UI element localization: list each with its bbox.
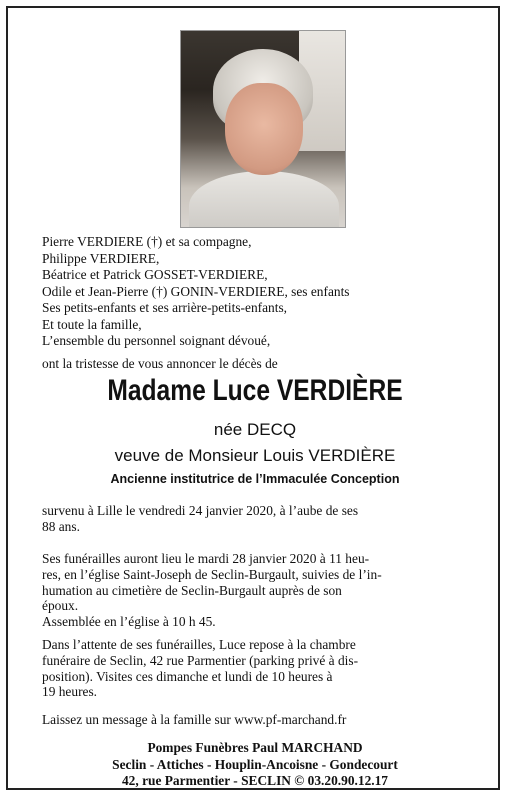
announcement-line: ont la tristesse de vous annoncer le décès de [42, 356, 278, 371]
funeral-home-line: Seclin - Attiches - Houplin-Ancoisne - Gondecourt [112, 756, 398, 772]
family-line: L’ensemble du personnel soignant dévoué, [42, 333, 271, 348]
paragraph-line: époux. [42, 598, 79, 614]
obituary-card [6, 6, 500, 790]
funeral-home-line: Pompes Funèbres Paul MARCHAND [147, 740, 363, 755]
paragraph-line: Ses funérailles auront lieu le mardi 28 janvier 2020 à 11 heu- [42, 551, 370, 566]
former-role: Ancienne institutrice de l’Immaculée Conception [110, 472, 400, 486]
paragraph-line: 19 heures. [42, 684, 98, 700]
photo-face [225, 83, 303, 175]
birth-name: née DECQ [213, 420, 297, 439]
widow-of: veuve de Monsieur Louis VERDIÈRE [114, 446, 396, 465]
rest-paragraph [42, 637, 470, 700]
death-paragraph [42, 503, 470, 535]
paragraph-line: 88 ans. [42, 518, 80, 534]
paragraph-line: res, en l’église Saint-Joseph de Seclin-Burgault, suivies de l’in- [42, 566, 382, 582]
paragraph-line: funéraire de Seclin, 42 rue Parmentier (parking privé à dis- [42, 652, 359, 668]
family-line: Et toute la famille, [42, 316, 142, 332]
family-line: Ses petits-enfants et ses arrière-petits-enfants, [42, 300, 288, 315]
funeral-home-block [8, 740, 502, 790]
message-paragraph [42, 712, 470, 728]
message-line: Laissez un message à la famille sur www.pf-marchand.fr [42, 712, 347, 727]
photo-shoulders [189, 171, 339, 228]
paragraph-line: humation au cimetière de Seclin-Burgault auprès de son [42, 582, 342, 598]
family-line: Pierre VERDIERE (†) et sa compagne, [42, 234, 252, 249]
portrait-photo [180, 30, 346, 228]
family-line: Philippe VERDIERE, [42, 250, 160, 266]
paragraph-line: position). Visites ces dimanche et lundi de 10 heures à [42, 668, 333, 684]
family-line: Béatrice et Patrick GOSSET-VERDIERE, [42, 267, 268, 282]
family-list [42, 234, 482, 350]
paragraph-line: Dans l’attente de ses funérailles, Luce repose à la chambre [42, 637, 356, 652]
funeral-home-line: 42, rue Parmentier - SECLIN © 03.20.90.12.17 [121, 773, 388, 788]
funeral-paragraph [42, 551, 470, 630]
paragraph-line: Assemblée en l’église à 10 h 45. [42, 614, 216, 630]
paragraph-line: survenu à Lille le vendredi 24 janvier 2020, à l’aube de ses [42, 503, 359, 518]
family-line: Odile et Jean-Pierre (†) GONIN-VERDIERE, ses enfants [42, 283, 350, 299]
deceased-name: Madame Luce VERDIÈRE [107, 374, 403, 407]
